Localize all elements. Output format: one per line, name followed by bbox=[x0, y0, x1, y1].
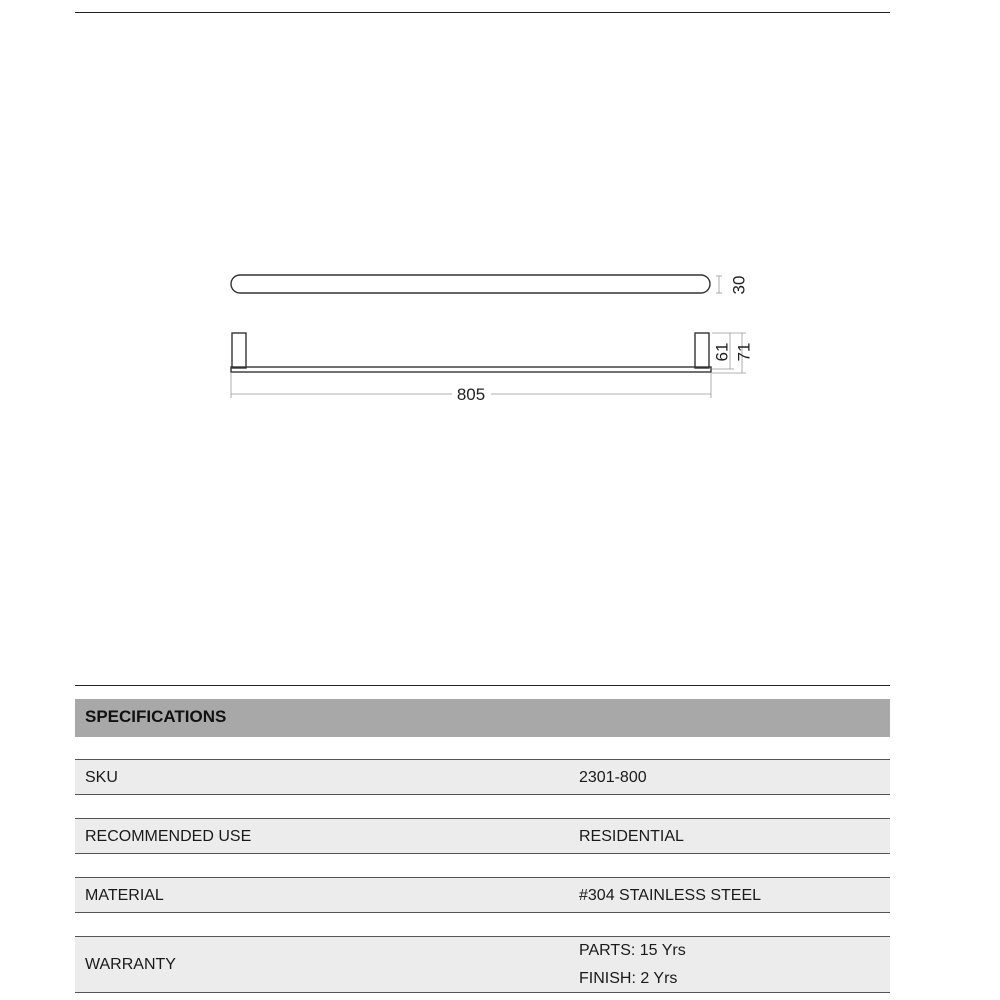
spec-label: WARRANTY bbox=[85, 956, 176, 973]
spec-row-sku bbox=[75, 759, 890, 795]
dim-label-30: 30 bbox=[729, 275, 749, 295]
spec-value: RESIDENTIAL bbox=[579, 828, 684, 845]
spec-row-warranty bbox=[75, 936, 890, 993]
spec-value-parts: PARTS: 15 Yrs bbox=[579, 942, 686, 959]
spec-value: #304 STAINLESS STEEL bbox=[579, 887, 762, 904]
spec-value-finish: FINISH: 2 Yrs bbox=[579, 970, 678, 987]
spec-label: RECOMMENDED USE bbox=[85, 828, 252, 845]
left-post bbox=[232, 333, 246, 368]
spec-label: MATERIAL bbox=[85, 887, 164, 904]
spec-divider bbox=[75, 685, 890, 686]
dim-label-71: 71 bbox=[734, 342, 754, 362]
specifications-header bbox=[75, 699, 890, 737]
towel-bar-top-view bbox=[231, 275, 710, 293]
spec-label: SKU bbox=[85, 769, 118, 786]
dim-label-61: 61 bbox=[712, 342, 732, 362]
dim-label-805: 805 bbox=[456, 385, 486, 404]
specifications-title: SPECIFICATIONS bbox=[85, 707, 227, 726]
right-post bbox=[695, 333, 709, 368]
towel-bar-front-view bbox=[231, 367, 711, 372]
spec-row-recommended-use bbox=[75, 818, 890, 854]
spec-value: 2301-800 bbox=[579, 769, 647, 786]
spec-row-material bbox=[75, 877, 890, 913]
